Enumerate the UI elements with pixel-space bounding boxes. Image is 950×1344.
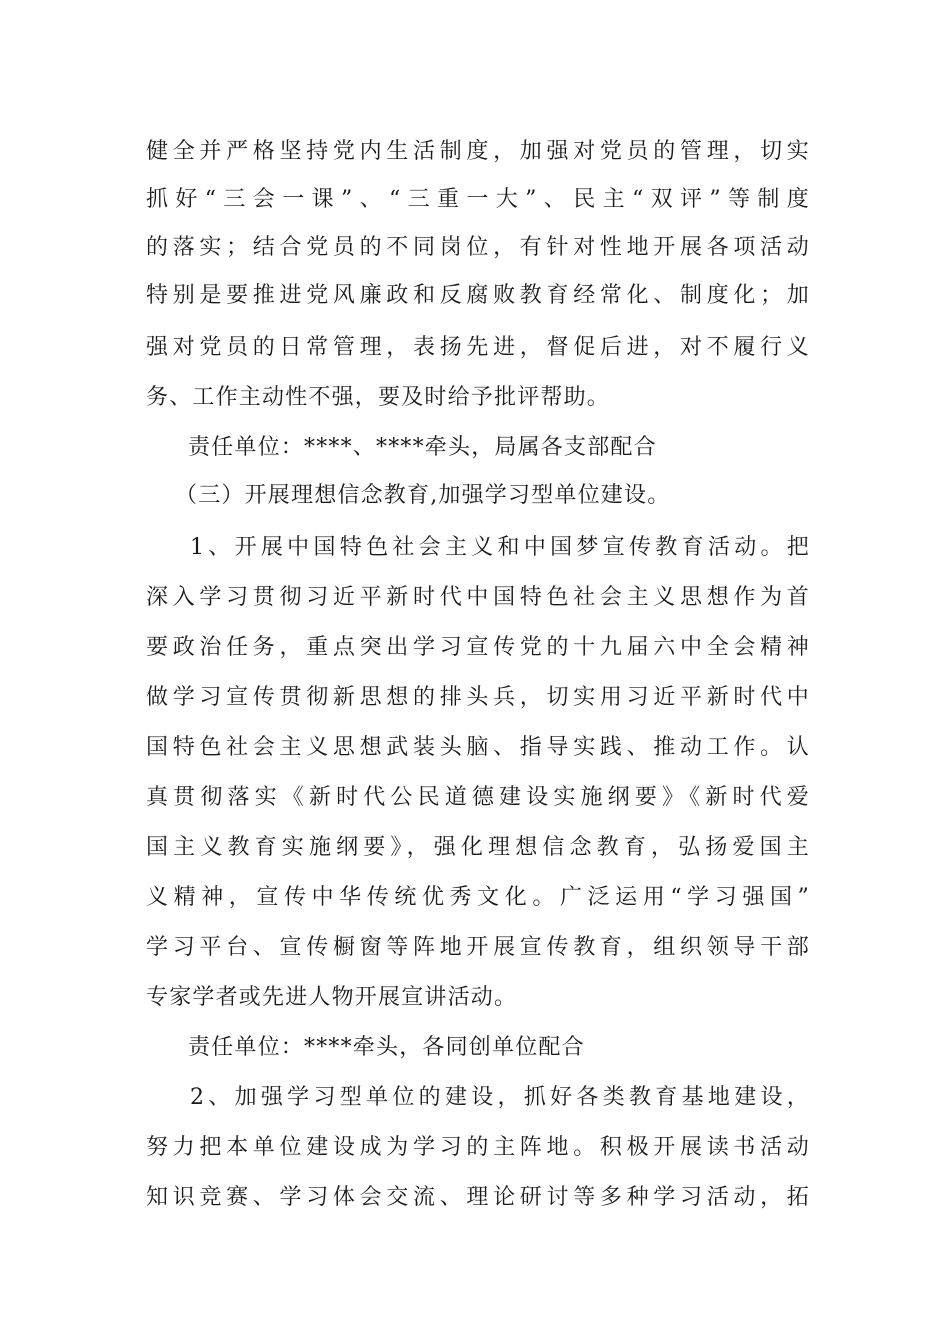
body-line: 要政治任务，重点突出学习宣传党的十九届六中全会精神 (146, 635, 810, 660)
body-line: 义精神，宣传中华传统优秀文化。广泛运用“学习强国” (146, 885, 810, 910)
body-line: 国特色社会主义思想武装头脑、指导实践、推动工作。认 (146, 735, 810, 760)
body-line: 知识竞赛、学习体会交流、理论研讨等多种学习活动，拓 (146, 1185, 810, 1210)
responsibility-line: 责任单位：****、****牵头，局属各支部配合 (188, 435, 657, 460)
responsibility-line: 责任单位：****牵头，各同创单位配合 (188, 1035, 585, 1060)
body-line: 抓好“三会一课”、“三重一大”、民主“双评”等制度 (146, 187, 810, 212)
section-heading: （三）开展理想信念教育,加强学习型单位建设。 (175, 483, 671, 508)
numbered-paragraph-start: 2、加强学习型单位的建设，抓好各类教育基地建设， (190, 1085, 810, 1110)
body-line: 真贯彻落实《新时代公民道德建设实施纲要》《新时代爱 (146, 785, 810, 810)
body-line: 强对党员的日常管理，表扬先进，督促后进，对不履行义 (146, 335, 810, 360)
body-line: 务、工作主动性不强，要及时给予批评帮助。 (146, 385, 611, 410)
body-line: 做学习宣传贯彻新思想的排头兵，切实用习近平新时代中 (146, 685, 810, 710)
body-line: 特别是要推进党风廉政和反腐败教育经常化、制度化；加 (146, 283, 810, 308)
numbered-paragraph-start: 1、开展中国特色社会主义和中国梦宣传教育活动。把 (190, 535, 810, 560)
body-line: 努力把本单位建设成为学习的主阵地。积极开展读书活动 (146, 1135, 810, 1160)
body-line: 健全并严格坚持党内生活制度，加强对党员的管理，切实 (146, 139, 810, 164)
body-line: 的落实；结合党员的不同岗位，有针对性地开展各项活动 (146, 235, 810, 260)
body-line: 专家学者或先进人物开展宣讲活动。 (146, 985, 518, 1010)
body-line: 国主义教育实施纲要》，强化理想信念教育，弘扬爱国主 (146, 835, 810, 860)
body-line: 深入学习贯彻习近平新时代中国特色社会主义思想作为首 (146, 585, 810, 610)
body-line: 学习平台、宣传橱窗等阵地开展宣传教育，组织领导干部 (146, 935, 810, 960)
